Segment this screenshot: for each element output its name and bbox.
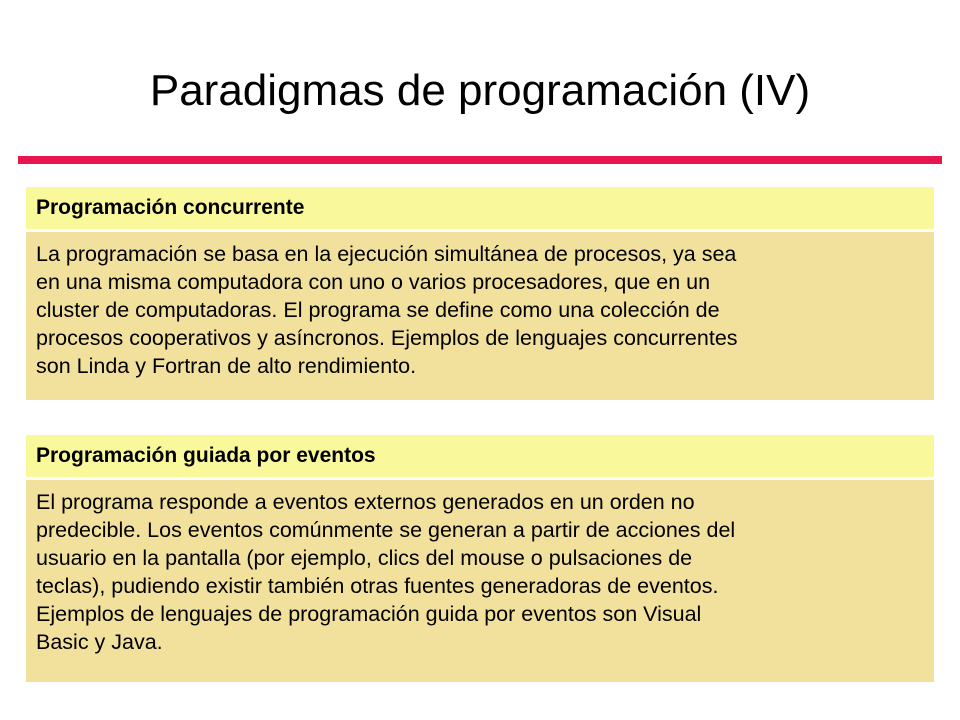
section-heading-concurrent: Programación concurrente xyxy=(26,187,934,229)
title-divider xyxy=(18,156,942,164)
slide-title: Paradigmas de programación (IV) xyxy=(149,66,811,115)
section-body-events: El programa responde a eventos externos generados en un orden no predecible. Los eventos comúnmente se generan a partir de acciones del usuario en la pantalla (por ejemplo, clics del mouse o pulsaciones de teclas), pudiendo existir también otras fuentes generadoras de eventos. Ejemplos de lenguajes de programación guida por eventos son Visual Basic y Java. xyxy=(26,480,934,682)
section-body-concurrent: La programación se basa en la ejecución simultánea de procesos, ya sea en una misma computadora con uno o varios procesadores, que en un cluster de computadoras. El programa se define como una colección de procesos cooperativos y asíncronos. Ejemplos de lenguajes concurrentes son Linda y Fortran de alto rendimiento. xyxy=(26,232,934,400)
section-heading-events: Programación guiada por eventos xyxy=(26,435,934,477)
